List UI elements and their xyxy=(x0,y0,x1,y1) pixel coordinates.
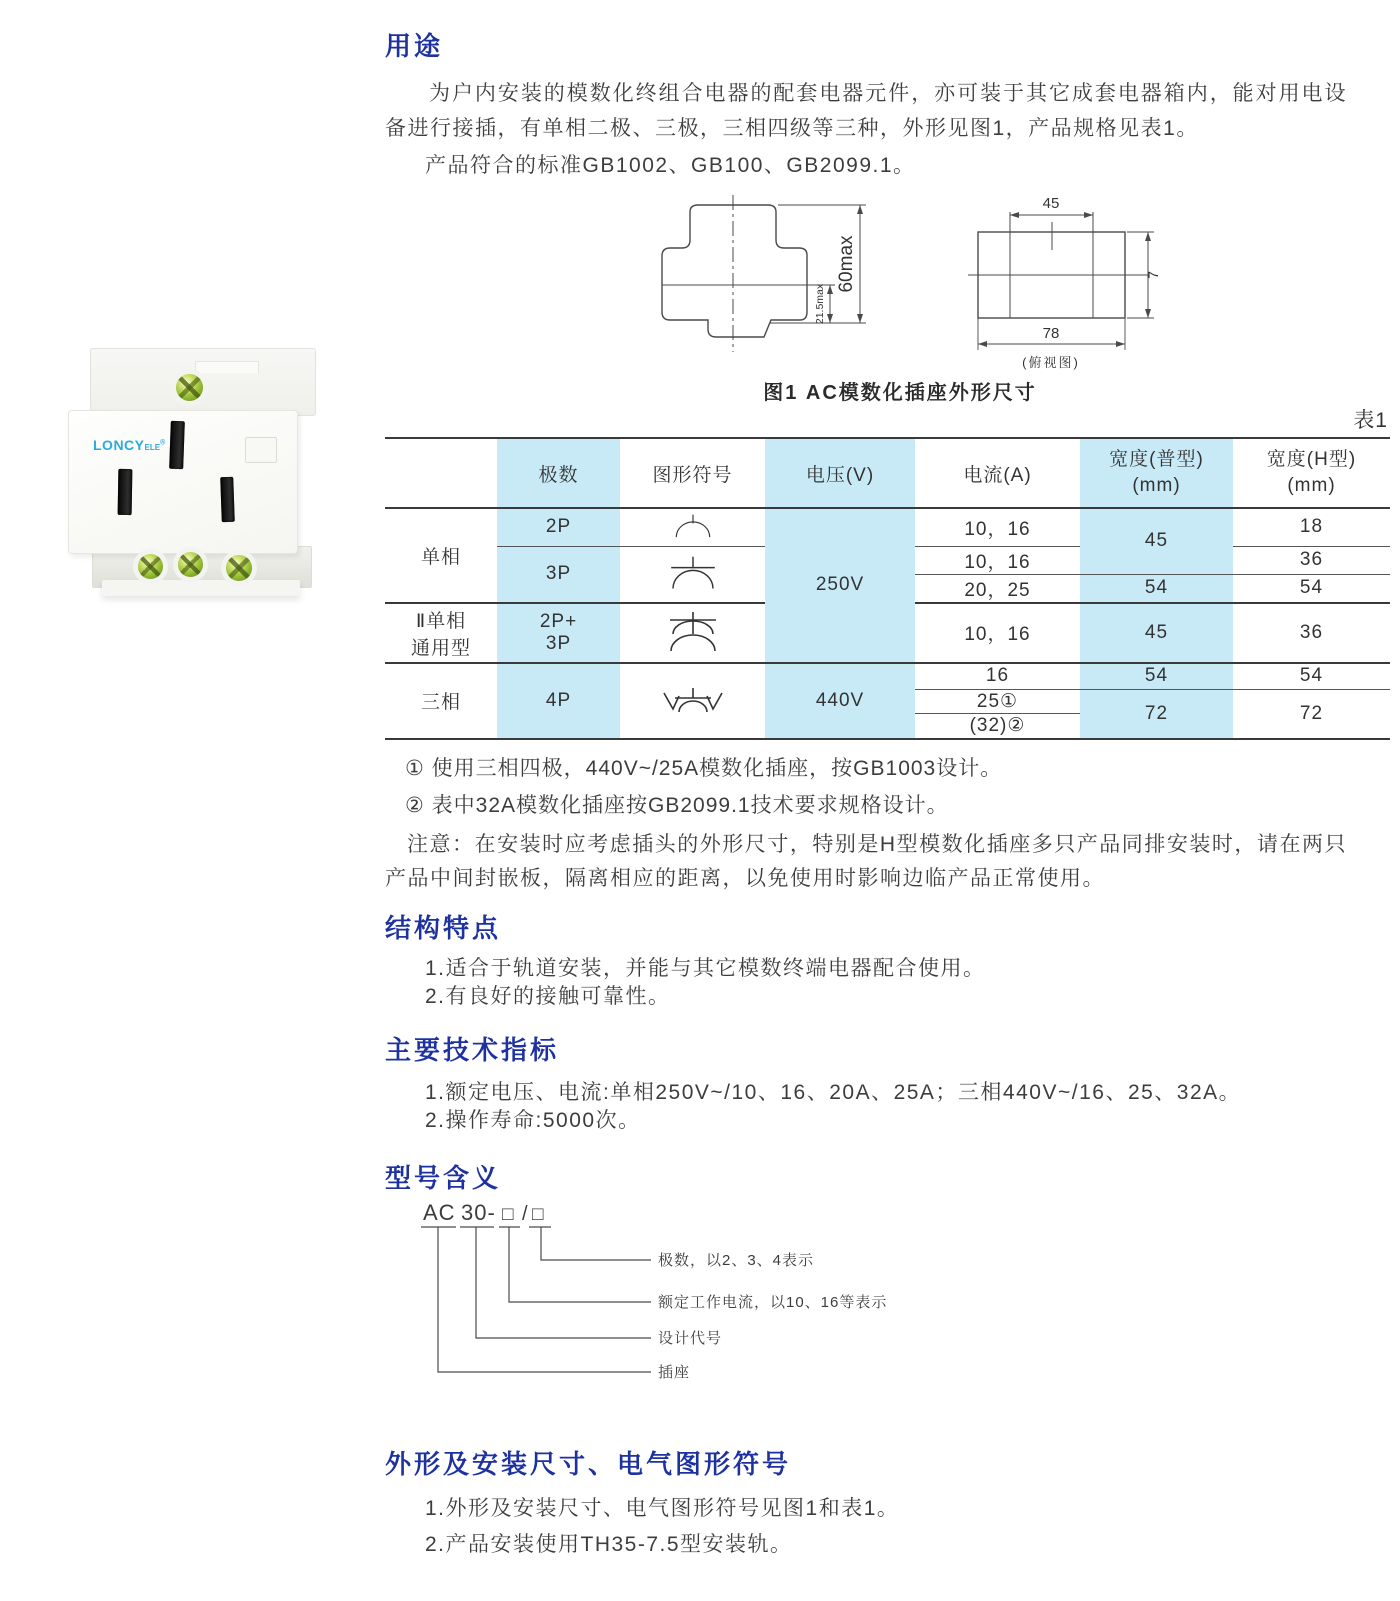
header-width-std-line2: (mm) xyxy=(1132,475,1181,496)
cell-voltage-440: 440V xyxy=(765,663,915,739)
cell-current: 25① xyxy=(915,690,1080,714)
header-voltage: 电压(V) xyxy=(765,438,915,508)
socket-slot-right xyxy=(220,477,235,522)
footnote-2: ② 表中32A模数化插座按GB2099.1技术要求规格设计。 xyxy=(405,794,949,817)
section-title-usage: 用途 xyxy=(385,31,444,61)
header-width-std xyxy=(1080,438,1233,508)
model-code-design: 30- xyxy=(461,1200,496,1225)
socket-symbol-4p-icon xyxy=(658,685,728,717)
header-width-h xyxy=(1233,438,1390,508)
cell-group-three-phase: 三相 xyxy=(385,663,497,739)
cell-current: 10，16 xyxy=(915,603,1080,663)
socket-symbol-2p-icon xyxy=(658,511,728,543)
cell-width-h: 36 xyxy=(1233,546,1390,574)
model-code-prefix: AC xyxy=(423,1200,456,1225)
figure-caption: 图1 AC模数化插座外形尺寸 xyxy=(763,382,1037,404)
install-item-2: 2.产品安装使用TH35-7.5型安装轨。 xyxy=(425,1533,793,1556)
top-view-drawing xyxy=(930,190,1170,375)
cell-current: 10，16 xyxy=(915,508,1080,546)
model-code-box2: □ xyxy=(532,1204,544,1225)
socket-slot-top xyxy=(169,421,185,469)
cell-pole-2p: 2P xyxy=(497,508,620,546)
header-empty xyxy=(385,438,497,508)
profile-outline xyxy=(662,205,807,337)
screw-icon xyxy=(176,374,203,401)
socket-slot-left xyxy=(118,469,133,515)
header-pole: 极数 xyxy=(497,438,620,508)
structure-item-2: 2.有良好的接触可靠性。 xyxy=(425,985,671,1008)
dim-60max: 60max xyxy=(836,235,857,293)
cell-group-universal-line1: Ⅱ单相 xyxy=(415,610,467,632)
cell-group-single-phase: 单相 xyxy=(385,508,497,603)
cell-width-std: 54 xyxy=(1080,663,1233,690)
model-code-diagram xyxy=(415,1196,955,1396)
cell-pole-3p: 3P xyxy=(497,546,620,603)
section-title-tech: 主要技术指标 xyxy=(385,1035,560,1065)
structure-item-1: 1.适合于轨道安装，并能与其它模数终端电器配合使用。 xyxy=(425,957,986,980)
section-title-model: 型号含义 xyxy=(385,1163,502,1193)
caution-paragraph: 注意：在安装时应考虑插头的外形尺寸，特别是H型模数化插座多只产品同排安装时，请在两只产品中间封嵌板，隔离相应的距离，以免使用时影响边临产品正常使用。 xyxy=(385,833,1347,890)
cell-group-universal-line2: 通用型 xyxy=(410,637,471,659)
model-label-design: 设计代号 xyxy=(658,1330,723,1347)
dim-78: 78 xyxy=(1042,325,1060,342)
table-tag: 表1 xyxy=(1353,409,1388,432)
photo-top-tab xyxy=(195,361,259,373)
model-label-socket: 插座 xyxy=(658,1364,691,1381)
model-label-pole: 极数，以2、3、4表示 xyxy=(658,1252,815,1269)
tech-item-1: 1.额定电压、电流:单相250V~/10、16、20A、25A；三相440V~/16、25、32A。 xyxy=(425,1081,1242,1104)
product-photo xyxy=(62,328,330,600)
cell-current: 20，25 xyxy=(915,574,1080,603)
cell-width-h: 54 xyxy=(1233,574,1390,603)
cell-current: (32)② xyxy=(915,714,1080,739)
cell-width-h: 54 xyxy=(1233,663,1390,690)
section-title-structure: 结构特点 xyxy=(385,913,502,943)
screw-icon xyxy=(178,552,203,577)
cell-symbol-2p3p xyxy=(620,603,765,663)
model-label-current: 额定工作电流，以10、16等表示 xyxy=(658,1294,888,1311)
brand-name: LONCY xyxy=(93,437,145,453)
socket-symbol-2p3p-icon xyxy=(658,610,728,656)
photo-base xyxy=(102,580,300,596)
tech-item-2: 2.操作寿命:5000次。 xyxy=(425,1109,641,1132)
cell-pole-2p3p xyxy=(497,603,620,663)
dim-7: 7 xyxy=(1145,271,1161,279)
cell-width-h: 36 xyxy=(1233,603,1390,663)
document-body xyxy=(385,0,1390,1601)
cell-symbol-3p xyxy=(620,546,765,603)
side-view-drawing xyxy=(630,190,870,375)
photo-front-face xyxy=(68,410,298,554)
spec-table xyxy=(385,437,1390,740)
table-header-row xyxy=(385,438,1390,508)
dim-21-5max: 21.5max xyxy=(814,283,826,325)
header-width-h-line1: 宽度(H型) xyxy=(1266,449,1357,470)
cell-pole-2p3p-line1: 2P+ xyxy=(539,610,578,632)
cell-width-h: 72 xyxy=(1233,690,1390,739)
standards-paragraph: 产品符合的标准GB1002、GB100、GB2099.1。 xyxy=(425,154,916,177)
registered-mark-icon: ® xyxy=(160,439,166,447)
screw-icon xyxy=(138,554,163,579)
usage-paragraph: 为户内安装的模数化终组合电器的配套电器元件，亦可装于其它成套电器箱内，能对用电设备进行接插，有单相二极、三极，三相四级等三种，外形见图1，产品规格见表1。 xyxy=(385,82,1347,140)
header-current: 电流(A) xyxy=(915,438,1080,508)
cell-width-std: 72 xyxy=(1080,690,1233,739)
cell-symbol-2p xyxy=(620,508,765,546)
table-row xyxy=(385,663,1390,690)
cell-group-universal xyxy=(385,603,497,663)
cell-width-std: 45 xyxy=(1080,508,1233,574)
table-row xyxy=(385,508,1390,546)
cell-width-std: 45 xyxy=(1080,603,1233,663)
cell-pole-2p3p-line2: 3P xyxy=(545,632,572,654)
brand-logo xyxy=(93,437,166,453)
cell-current: 16 xyxy=(915,663,1080,690)
footnote-1: ① 使用三相四极，440V~/25A模数化插座，按GB1003设计。 xyxy=(405,757,1003,780)
model-code-box1: □ xyxy=(502,1204,514,1225)
header-width-std-line1: 宽度(普型) xyxy=(1109,449,1204,470)
install-item-1: 1.外形及安装尺寸、电气图形符号见图1和表1。 xyxy=(425,1497,900,1520)
dim-45: 45 xyxy=(1042,195,1060,212)
cell-symbol-4p xyxy=(620,663,765,739)
section-title-install: 外形及安装尺寸、电气图形符号 xyxy=(385,1449,792,1479)
cell-pole-4p: 4P xyxy=(497,663,620,739)
photo-top-flange xyxy=(90,348,316,416)
header-width-h-line2: (mm) xyxy=(1287,475,1336,496)
cell-width-std: 54 xyxy=(1080,574,1233,603)
cell-width-h: 18 xyxy=(1233,508,1390,546)
brand-sub: ELE xyxy=(144,443,161,452)
top-view-label: (俯视图) xyxy=(1022,355,1080,370)
model-code-slash: / xyxy=(522,1203,528,1225)
cell-current: 10，16 xyxy=(915,546,1080,574)
photo-label-square xyxy=(245,437,277,463)
socket-symbol-3p-icon xyxy=(658,554,728,594)
cell-voltage-250: 250V xyxy=(765,508,915,663)
screw-icon xyxy=(226,555,252,581)
header-symbol: 图形符号 xyxy=(620,438,765,508)
